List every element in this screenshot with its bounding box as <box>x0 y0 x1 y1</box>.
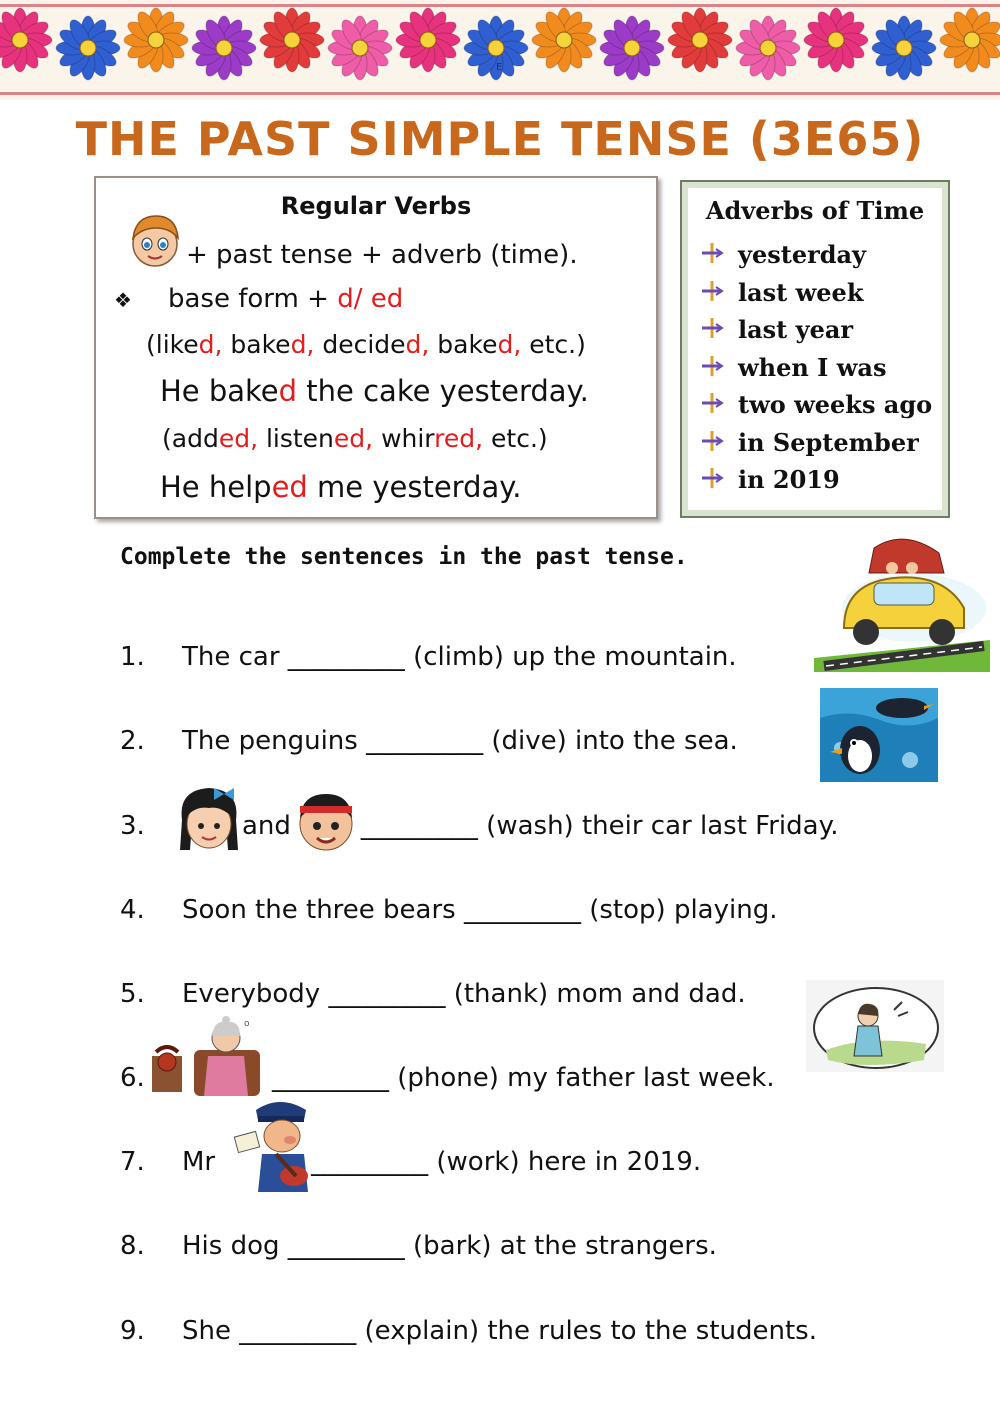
flower-icon <box>804 8 868 72</box>
flower-icon <box>532 8 596 72</box>
svg-text:o: o <box>244 1019 250 1029</box>
banner-bottom-line <box>0 92 1000 95</box>
arrow-icon <box>700 466 724 490</box>
adverb-item: in September <box>700 428 919 457</box>
penguin-picture <box>820 688 938 782</box>
adverbs-heading: Adverbs of Time <box>705 196 925 225</box>
adverbs-of-time-box <box>680 180 950 518</box>
example-sentence-1: He baked the cake yesterday. <box>160 374 589 408</box>
flower-icon <box>872 16 936 80</box>
adverb-item: last year <box>700 315 853 344</box>
question-2: 2. The penguins _________ (dive) into the sea. <box>120 726 738 756</box>
flower-icon <box>396 8 460 72</box>
question-4: 4. Soon the three bears _________ (stop) playing. <box>120 895 778 925</box>
regular-verbs-heading: Regular Verbs <box>280 192 472 220</box>
arrow-icon <box>700 316 724 340</box>
question-1: 1. The car _________ (climb) up the mountain. <box>120 642 737 672</box>
boy-face-icon <box>126 208 184 270</box>
flower-icon <box>192 16 256 80</box>
arrow-icon <box>700 429 724 453</box>
question-5: 5. Everybody _________ (thank) mom and dad. <box>120 979 746 1009</box>
examples-d: (liked, baked, decided, baked, etc.) <box>146 330 586 359</box>
woman-on-phone-picture <box>806 980 944 1072</box>
postman-picture <box>232 1096 328 1194</box>
arrow-icon <box>700 241 724 265</box>
flower-icon <box>940 8 1000 72</box>
adverb-item: in 2019 <box>700 465 840 494</box>
arrow-icon <box>700 354 724 378</box>
page-title: THE PAST SIMPLE TENSE (3E65) <box>75 112 925 166</box>
flower-icon <box>328 16 392 80</box>
boy-face-icon <box>292 784 360 856</box>
adverb-item: yesterday <box>700 240 866 269</box>
flower-icon <box>0 8 52 72</box>
flower-icon <box>56 16 120 80</box>
question-8: 8. His dog _________ (bark) at the strangers. <box>120 1231 717 1261</box>
flower-icon <box>124 8 188 72</box>
car-picture <box>814 528 990 672</box>
bullet-icon: ❖ <box>114 288 132 312</box>
rule-line-1: + past tense + adverb (time). <box>186 240 578 270</box>
girl-face-icon <box>172 780 246 858</box>
rule-line-2: ❖ base form + d/ ed <box>114 284 404 314</box>
flower-icon <box>736 16 800 80</box>
adverb-item: last week <box>700 278 863 307</box>
question-7: 7. Mr _________ (work) here in 2019. <box>120 1147 702 1177</box>
example-sentence-2: He helped me yesterday. <box>160 470 522 504</box>
instruction-text: Complete the sentences in the past tense. <box>120 544 688 570</box>
question-3: 3. and _________ (wash) their car last Friday. <box>120 811 839 841</box>
adverb-item: two weeks ago <box>700 390 932 419</box>
banner-letter: E <box>496 62 503 73</box>
flower-banner <box>0 0 1000 100</box>
question-6: 6. _________ (phone) my father last week. <box>120 1063 775 1093</box>
flower-icon <box>668 8 732 72</box>
regular-verbs-box <box>94 176 658 519</box>
arrow-icon <box>700 279 724 303</box>
flower-border-image <box>0 0 1000 100</box>
banner-top-line <box>0 4 1000 7</box>
grandma-phone-picture <box>148 1016 266 1098</box>
flower-icon <box>260 8 324 72</box>
adverb-item: when I was <box>700 353 887 382</box>
flower-icon <box>600 16 664 80</box>
question-9: 9. She _________ (explain) the rules to the students. <box>120 1316 817 1346</box>
arrow-icon <box>700 391 724 415</box>
examples-ed: (added, listened, whirred, etc.) <box>162 424 548 453</box>
